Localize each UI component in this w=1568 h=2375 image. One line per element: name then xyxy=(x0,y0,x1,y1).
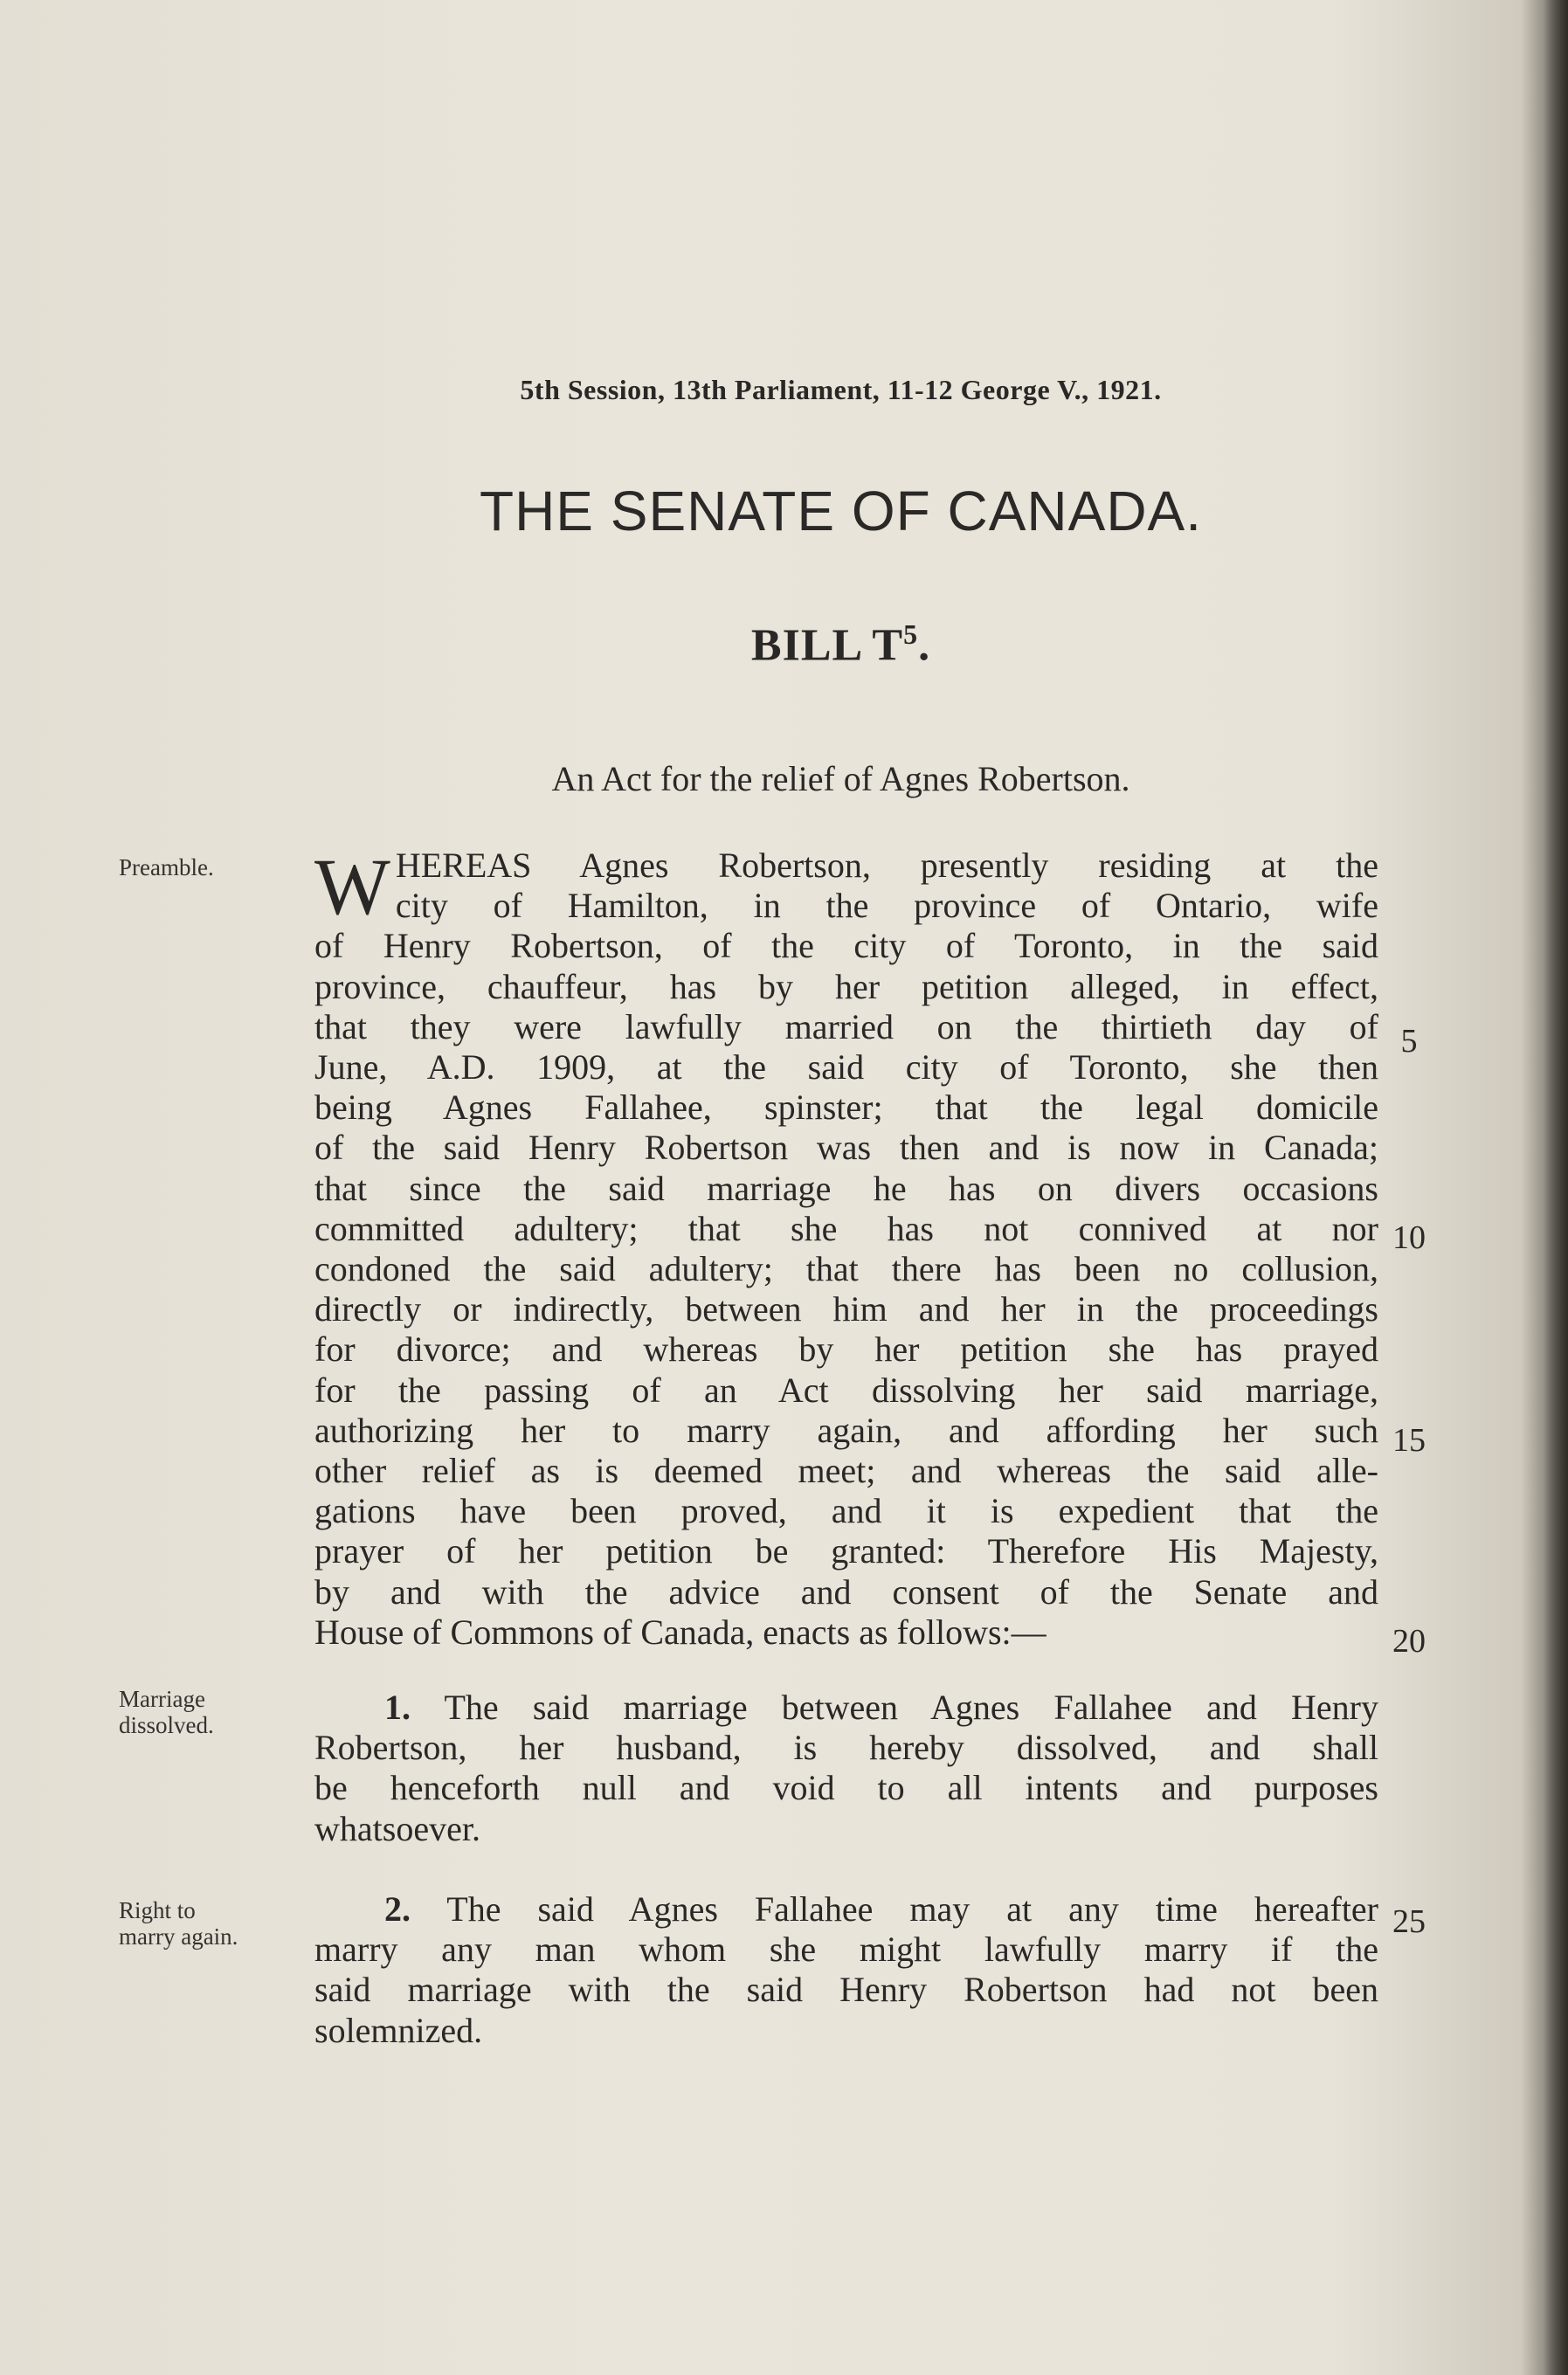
section-line: said marriage with the said Henry Robertson had not been xyxy=(314,1970,1378,2010)
preamble-line: authorizing her to marry again, and affording her such xyxy=(314,1410,1378,1450)
section-line: solemnized. xyxy=(314,2010,483,2050)
preamble-text xyxy=(314,842,1378,1653)
section-line: be henceforth null and void to all intents and purposes xyxy=(314,1768,1378,1808)
section-number: 2. xyxy=(384,1889,411,1929)
line-number: 25 xyxy=(1392,1903,1426,1940)
section-line: 1. The said marriage between Agnes Fallahee and Henry xyxy=(384,1688,1378,1727)
preamble-line: for divorce; and whereas by her petition she has prayed xyxy=(314,1329,1378,1370)
preamble-line: of Henry Robertson, of the city of Toronto, in the said xyxy=(314,926,1378,966)
preamble-line: gations have been proved, and it is expedient that the xyxy=(314,1491,1378,1531)
bill-label: BILL T xyxy=(750,620,904,671)
margin-note-line: Right to xyxy=(119,1897,196,1923)
session-line: 5th Session, 13th Parliament, 11-12 George V., 1921. xyxy=(520,374,1162,405)
section-line: Robertson, her husband, is hereby dissolved, and shall xyxy=(314,1728,1378,1768)
margin-note-preamble: Preamble. xyxy=(119,854,214,880)
preamble-line: being Agnes Fallahee, spinster; that the legal domicile xyxy=(314,1087,1378,1128)
act-title: An Act for the relief of Agnes Robertson. xyxy=(551,759,1130,798)
margin-note-section-1 xyxy=(119,1686,214,1738)
line-number: 10 xyxy=(1392,1219,1426,1256)
line-number: 15 xyxy=(1392,1422,1426,1459)
chamber-title: THE SENATE OF CANADA. xyxy=(479,480,1203,542)
page-edge-shadow xyxy=(1544,0,1568,2375)
bill-title xyxy=(0,618,1568,671)
preamble-line: other relief as is deemed meet; and whereas the said alle- xyxy=(314,1451,1378,1491)
preamble-line: of the said Henry Robertson was then and is now in Canada; xyxy=(314,1128,1378,1168)
preamble-line: prayer of her petition be granted: Therefore His Majesty, xyxy=(314,1531,1378,1571)
preamble-line: for the passing of an Act dissolving her said marriage, xyxy=(314,1370,1378,1410)
preamble-line: by and with the advice and consent of the Senate and xyxy=(314,1571,1378,1612)
section-2-text xyxy=(314,1889,1378,2051)
preamble-line: directly or indirectly, between him and her in the proceedings xyxy=(314,1289,1378,1329)
preamble-line: province, chauffeur, has by her petition alleged, in effect, xyxy=(314,966,1378,1006)
preamble-line: committed adultery; that she has not connived at nor xyxy=(314,1208,1378,1248)
section-line: whatsoever. xyxy=(314,1808,480,1848)
line-number: 5 xyxy=(1400,1023,1418,1060)
preamble-line: condoned the said adultery; that there has been no collusion, xyxy=(314,1249,1378,1289)
section-line: 2. The said Agnes Fallahee may at any time hereafter xyxy=(384,1889,1379,1929)
preamble-line: June, A.D. 1909, at the said city of Toronto, she then xyxy=(314,1047,1378,1087)
margin-note-line: dissolved. xyxy=(119,1712,214,1738)
drop-cap: W xyxy=(314,842,390,931)
bill-superscript: 5 xyxy=(903,618,919,650)
margin-note-line: Marriage xyxy=(119,1686,205,1712)
section-1-text xyxy=(314,1688,1378,1849)
margin-note-line: marry again. xyxy=(119,1923,238,1950)
preamble-line: that since the said marriage he has on divers occasions xyxy=(314,1168,1378,1208)
preamble-line: HEREAS Agnes Robertson, presently residing at the xyxy=(395,846,1378,885)
line-number: 20 xyxy=(1392,1623,1426,1660)
preamble-line: city of Hamilton, in the province of Ontario, wife xyxy=(395,886,1378,926)
margin-note-section-2 xyxy=(119,1897,238,1950)
section-number: 1. xyxy=(384,1688,411,1727)
preamble-line: that they were lawfully married on the thirtieth day of xyxy=(314,1006,1378,1046)
bill-period: . xyxy=(918,620,931,671)
section-line: marry any man whom she might lawfully marry if the xyxy=(314,1930,1378,1970)
preamble-line: House of Commons of Canada, enacts as follows:— xyxy=(314,1612,1046,1652)
